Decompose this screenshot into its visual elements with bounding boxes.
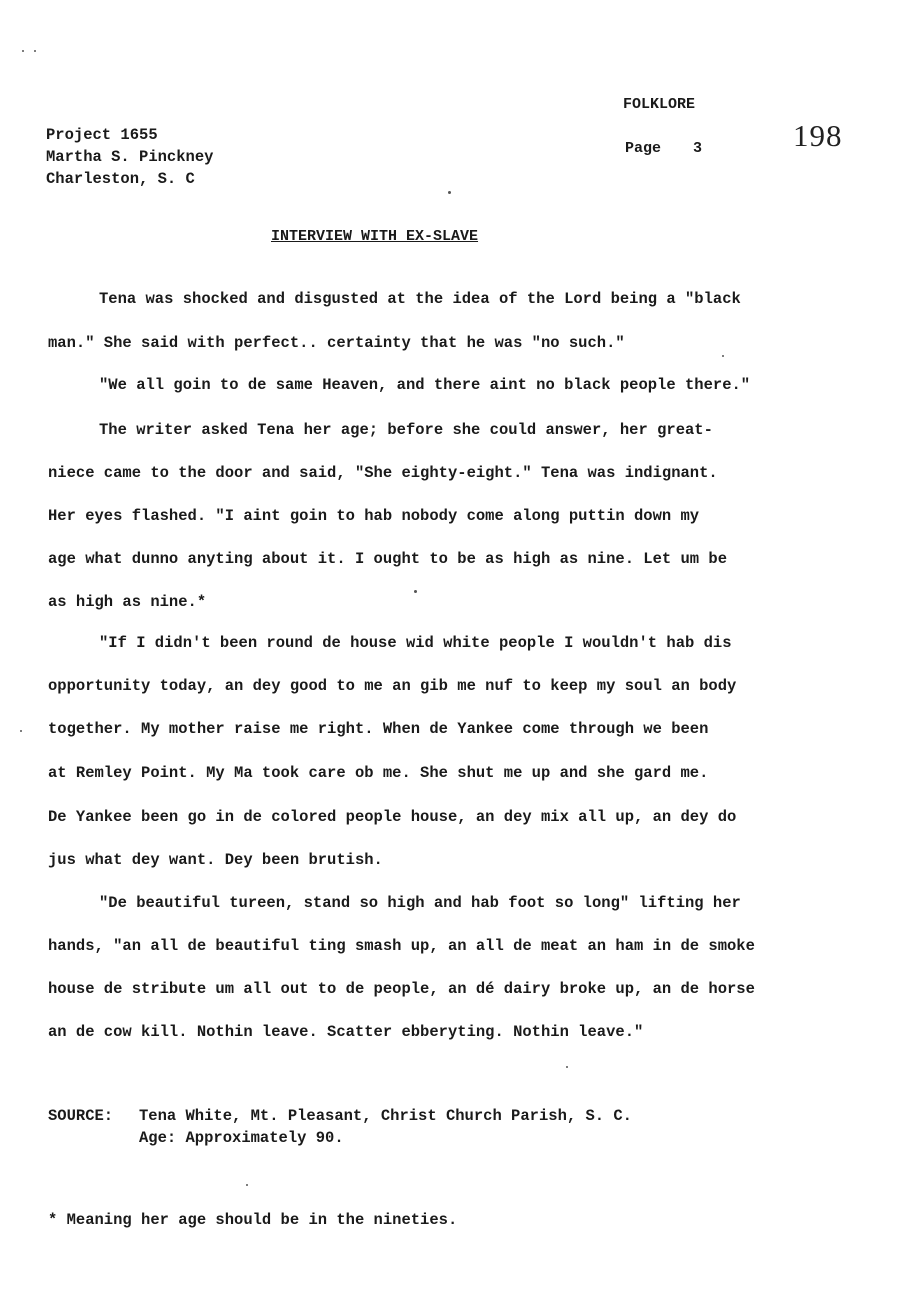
scan-speck xyxy=(20,730,22,732)
body-line: Tena was shocked and disgusted at the idea of the Lord being a "black xyxy=(99,290,741,308)
project-number: Project 1655 xyxy=(46,126,158,144)
body-line: as high as nine.* xyxy=(48,593,207,611)
body-line: The writer asked Tena her age; before she could answer, her great- xyxy=(99,421,713,439)
body-line: "We all goin to de same Heaven, and there aint no black people there." xyxy=(99,376,751,394)
body-line: together. My mother raise me right. When de Yankee come through we been xyxy=(48,720,709,738)
body-line: hands, "an all de beautiful ting smash up, an all de meat an ham in de smoke xyxy=(48,937,755,955)
scan-speck xyxy=(414,590,417,593)
source-label: SOURCE: xyxy=(48,1107,114,1125)
scan-speck xyxy=(448,191,451,194)
body-line: niece came to the door and said, "She eighty-eight." Tena was indignant. xyxy=(48,464,718,482)
body-line: "De beautiful tureen, stand so high and hab foot so long" lifting her xyxy=(99,894,741,912)
scan-speck xyxy=(246,1184,248,1186)
page-label: Page xyxy=(625,140,662,157)
scan-speck xyxy=(34,50,36,52)
footnote: * Meaning her age should be in the nineties. xyxy=(48,1211,458,1229)
body-line: jus what dey want. Dey been brutish. xyxy=(48,851,383,869)
body-line: house de stribute um all out to de people, an dé dairy broke up, an de horse xyxy=(48,980,755,998)
body-line: man." She said with perfect.. certainty that he was "no such." xyxy=(48,334,625,352)
source-value: Tena White, Mt. Pleasant, Christ Church Parish, S. C. xyxy=(139,1107,632,1125)
body-line: age what dunno anyting about it. I ought to be as high as nine. Let um be xyxy=(48,550,728,568)
header-block xyxy=(46,124,213,190)
category-label: FOLKLORE xyxy=(623,96,696,113)
page-number: 3 xyxy=(693,140,703,157)
scan-speck xyxy=(722,355,724,357)
body-line: an de cow kill. Nothin leave. Scatter ebberyting. Nothin leave." xyxy=(48,1023,644,1041)
author-name: Martha S. Pinckney xyxy=(46,148,214,166)
stamped-page-number: 198 xyxy=(793,118,843,153)
body-line: at Remley Point. My Ma took care ob me. She shut me up and she gard me. xyxy=(48,764,709,782)
body-line: Her eyes flashed. "I aint goin to hab nobody come along puttin down my xyxy=(48,507,700,525)
body-line: De Yankee been go in de colored people house, an dey mix all up, an dey do xyxy=(48,808,737,826)
body-line: "If I didn't been round de house wid white people I wouldn't hab dis xyxy=(99,634,732,652)
scan-speck xyxy=(22,50,24,52)
body-line: opportunity today, an dey good to me an gib me nuf to keep my soul an body xyxy=(48,677,737,695)
location: Charleston, S. C xyxy=(46,170,195,188)
source-age: Age: Approximately 90. xyxy=(139,1129,344,1147)
document-title: INTERVIEW WITH EX-SLAVE xyxy=(271,228,479,245)
scan-speck xyxy=(566,1066,568,1068)
